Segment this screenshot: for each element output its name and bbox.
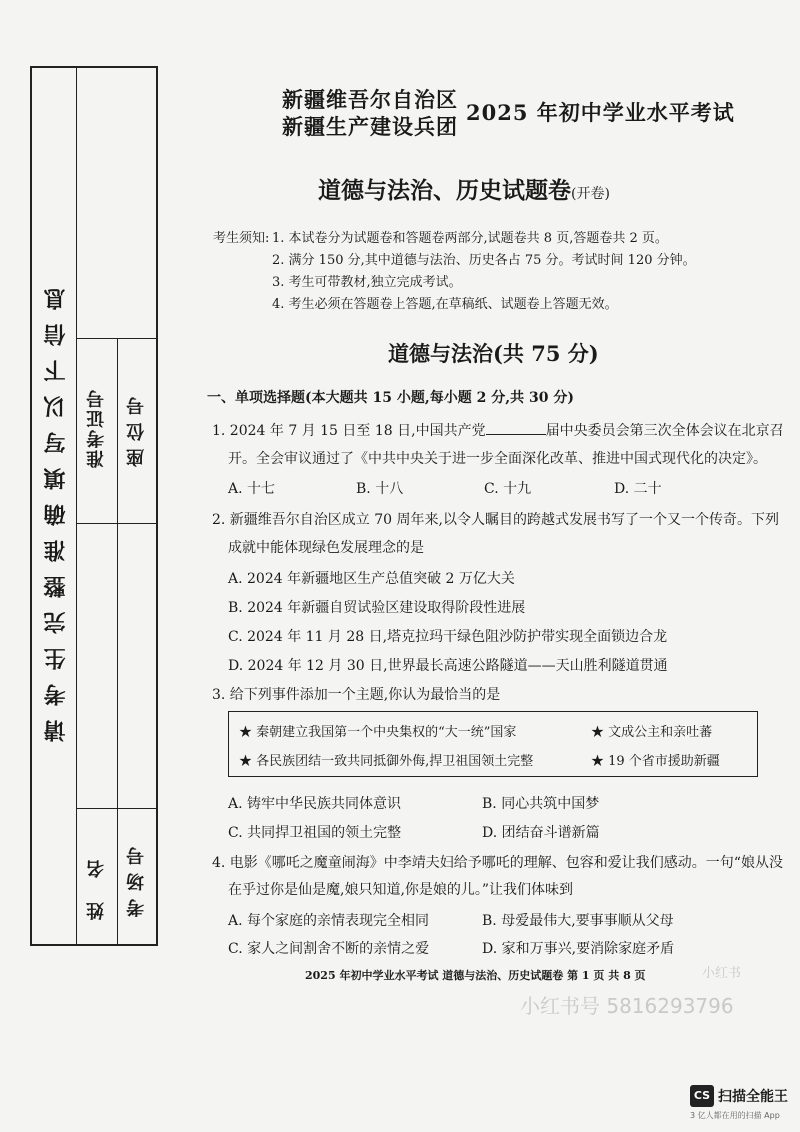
question-1-stem [212,419,784,443]
notice-item: 2. 满分 150 分,其中道德与法治、历史各占 75 分。考试时间 120 分钟。 [272,253,696,268]
question-text: 成就中能体现绿色发展理念的是 [228,540,424,556]
question-text: 4. 电影《哪吒之魔童闹海》中李靖夫妇给予哪吒的理解、包容和爱让我们感动。一句“娘从没 [212,855,783,871]
notice-item: 4. 考生必须在答题卷上答题,在草稿纸、试题卷上答题无效。 [272,297,618,312]
question-text: 1. 2024 年 7 月 15 日至 18 日,中国共产党 [212,423,486,439]
option: D. 团结奋斗谱新篇 [482,825,600,841]
camscanner-logo-icon: CS [690,1085,714,1107]
notice-item: 1. 本试卷分为试题卷和答题卷两部分,试题卷共 8 页,答题卷共 2 页。 [272,231,668,246]
option: D. 2024 年 12 月 30 日,世界最长高速公路隧道——天山胜利隧道贯通 [228,658,668,674]
header-region-1: 新疆维吾尔自治区 [282,87,458,112]
event-item: ★ 各民族团结一致共同抵御外侮,捍卫祖国领土完整 [239,754,534,769]
answer-blank [486,420,546,435]
section-title: 道德与法治(共 75 分) [388,341,599,366]
seat-number-label: 座位号 [126,389,147,467]
scanner-app-name: 扫描全能王 [718,1089,788,1105]
event-item: ★ 19 个省市援助新疆 [591,754,720,769]
question-text: 在乎过你是仙是魔,娘只知道,你是娘的儿。”让我们体味到 [228,882,574,898]
paper-title: 道德与法治、历史试题卷 [318,177,571,204]
panel-divider [76,523,156,524]
option: B. 同心共筑中国梦 [482,796,600,812]
option: A. 每个家庭的亲情表现完全相同 [228,913,430,929]
exam-room-label: 考场号 [126,839,147,917]
page-footer: 2025 年初中学业水平考试 道德与法治、历史试题卷 第 1 页 共 8 页 [305,969,646,982]
notice-label: 考生须知: [213,231,270,246]
exam-name: 2025 年初中学业水平考试 [466,100,735,125]
option: B. 母爱最伟大,要事事顺从父母 [482,913,674,929]
option: C. 共同捍卫祖国的领土完整 [228,825,402,841]
option: D. 二十 [614,481,662,497]
panel-divider [117,338,118,944]
panel-divider [76,338,156,339]
option: C. 家人之间割舍不断的亲情之爱 [228,941,430,957]
notice-item: 3. 考生可带教材,独立完成考试。 [272,275,462,290]
option: D. 家和万事兴,要消除家庭矛盾 [482,941,675,957]
option: A. 铸牢中华民族共同体意识 [228,796,402,812]
panel-divider [76,808,156,809]
info-instruction: 请考生完整准确填写以下信息 [43,274,69,742]
option: B. 十八 [356,481,404,497]
option: A. 2024 年新疆地区生产总值突破 2 万亿大关 [228,571,515,587]
option: A. 十七 [228,481,276,497]
name-label: 姓名 [86,836,107,920]
student-info-panel [30,66,158,946]
question-text: 届中央委员会第三次全体会议在北京召 [545,423,784,439]
paper-title-wrap [318,172,610,205]
scanner-tagline: 3 亿人都在用的扫描 App [690,1111,780,1120]
event-item: ★ 文成公主和亲吐蕃 [591,725,713,740]
header-region-2: 新疆生产建设兵团 [282,114,458,139]
option: C. 2024 年 11 月 28 日,塔克拉玛干绿色阻沙防护带实现全面锁边合龙 [228,629,668,645]
event-list-box [228,711,758,777]
panel-divider [76,68,77,944]
watermark-text: 小红书号 5816293796 [520,994,734,1018]
question-text: 开。全会审议通过了《中共中央关于进一步全面深化改革、推进中国式现代化的决定》。 [228,451,767,467]
watermark-logo: 小红书 [702,966,742,981]
exam-number-label: 准考证号 [86,388,107,468]
question-text: 2. 新疆维吾尔自治区成立 70 周年来,以令人瞩目的跨越式发展书写了一个又一个传奇。下列 [212,512,779,528]
event-item: ★ 秦朝建立我国第一个中央集权的“大一统”国家 [239,725,517,740]
paper-title-note: (开卷) [571,186,610,202]
option: B. 2024 年新疆自贸试验区建设取得阶段性进展 [228,600,526,616]
question-text: 3. 给下列事件添加一个主题,你认为最恰当的是 [212,687,501,703]
option: C. 十九 [484,481,532,497]
part-heading: 一、单项选择题(本大题共 15 小题,每小题 2 分,共 30 分) [207,390,574,406]
